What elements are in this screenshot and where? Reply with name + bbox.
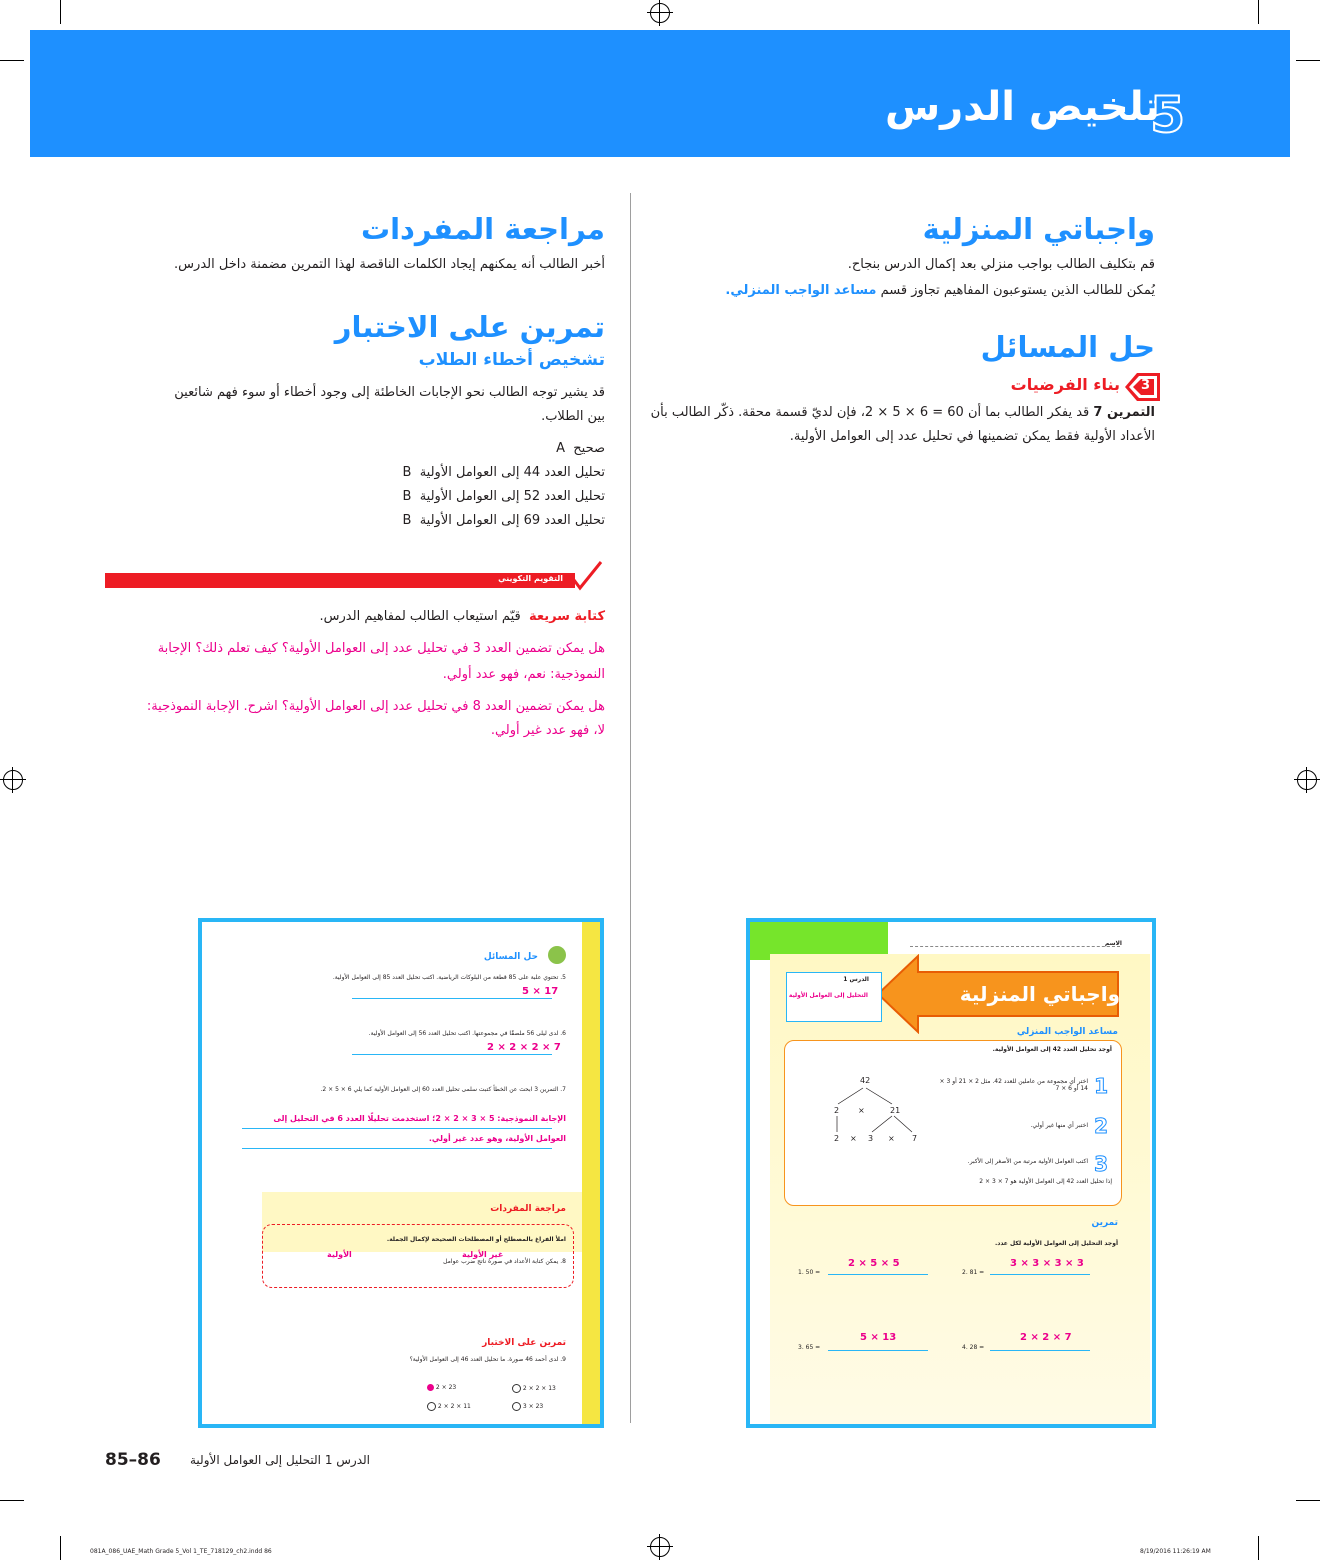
banner-title: تلخيص الدرس [884,84,1160,130]
thumb-step-3: اكتب العوامل الأولية مرتبة من الأصغر إلى الأكبر. [967,1158,1088,1165]
thumb-q9: 9. لدى أحمد 46 صورة. ما تحليل العدد 46 إلى العوامل الأولية؟ [409,1356,566,1363]
crop-mark [60,1536,61,1560]
answer-option-a: A صحيح [556,441,605,456]
registration-mark-icon [650,3,670,23]
thumb-q8: 8. يمكن كتابة الأعداد في صورة ناتج ضرب عوامل [443,1258,566,1265]
thumb-problem-2-answer: 3 × 3 × 3 × 3 [1010,1258,1084,1269]
thumb-q6: 6. لدى ليلى 56 ملصقًا في مجموعتها. اكتب تحليل العدد 56 إلى العوامل الأولية. [368,1030,566,1037]
tree-2a: 2 [834,1106,840,1115]
thumb-problem-3: 3. 65 = [798,1344,821,1351]
homework-line-1: قم بتكليف الطالب بواجب منزلي بعد إكمال الدرس بنجاح. [847,257,1155,272]
badge-label: بناء الفرضيات [1010,375,1120,394]
thumb-helper-heading: مساعد الواجب المنزلي [1016,1027,1118,1037]
registration-mark-icon [650,1537,670,1557]
thumb-q8-answer-a: غير الأولية [462,1250,504,1259]
homework-helper-link: مساعد الواجب المنزلي. [725,283,877,298]
tree-42: 42 [860,1076,871,1085]
crop-mark [0,1500,24,1501]
checkmark-icon [568,558,604,594]
footer-file: 081A_086_UAE_Math Grade 5_Vol 1_TE_718129_ch2.indd 86 [90,1548,272,1555]
thumb-vocab-prompt: املأ الفراغ بالمصطلح أو المصطلحات الصحيحة لإكمال الجملة. [386,1236,566,1243]
thumb-problem-1: 1. 50 = [798,1269,821,1276]
thumb-problem-1-answer: 2 × 5 × 5 [848,1258,900,1269]
thumb-solve-heading: حل المسائل [483,952,538,962]
thumb-practice-prompt: أوجد التحليل إلى العوامل الأولية لكل عدد. [994,1240,1118,1247]
tree-21: 21 [890,1106,901,1115]
column-divider [630,193,631,1423]
quick-check-line: كتابة سريعة قيّم استيعاب الطالب لمفاهيم الدرس. [319,609,605,624]
thumb-q5: 5. تحتوي علبة على 85 قطعة من البلوكات الرياضية. اكتب تحليل العدد 85 إلى العوامل الأولية. [332,974,566,981]
thumb-step-2: اختبر أي منها غير أولي. [1030,1122,1088,1129]
question-1-answer: النموذجية: نعم، فهو عدد أولي. [442,667,605,682]
thumb-vocab-heading: مراجعة المفردات [490,1204,566,1214]
crop-mark [1258,1536,1259,1560]
registration-mark-icon [1297,770,1317,790]
tree-3: 3 [868,1134,874,1143]
thumb-problem-4: 4. 28 = [962,1344,985,1351]
thumb-lesson-label: الدرس 1 [843,976,869,983]
thumb-step-3-number: 3 [1094,1152,1108,1176]
thumb-helper-prompt: أوجد تحليل العدد 42 إلى العوامل الأولية. [992,1046,1112,1053]
answer-option-b2: B تحليل العدد 52 إلى العوامل الأولية [402,489,605,504]
crop-mark [1258,0,1259,24]
footer-lesson: الدرس 1 التحليل إلى العوامل الأولية [190,1453,370,1467]
thumb-choice-b: 2 × 2 × 11 [427,1402,471,1411]
thumb-problem-4-answer: 2 × 2 × 7 [1020,1332,1072,1343]
thumb-q7-answer-1: الإجابة النموذجية: 5 × 3 × 2 × 2؛ استخدمت تحليلًا العدد 6 في التحليل إلى [273,1114,566,1123]
thumb-vocab-box [262,1224,574,1288]
thumb-q5-answer: 5 × 17 [522,986,559,997]
globe-icon [548,946,566,964]
thumb-problem-2: 2. 81 = [962,1269,985,1276]
factor-tree-lines [830,1084,920,1134]
vocab-review-text: أخبر الطالب أنه يمكنهم إيجاد الكلمات الناقصة لهذا التمرين مضمنة داخل الدرس. [174,257,605,272]
crop-mark [0,60,24,61]
homework-heading: واجباتي المنزلية [922,212,1155,246]
thumb-q7: 7. التمرين 3 ابحث عن الخطأ كتبت سلمى تحليل العدد 60 إلى العوامل الأولية كما يلي 6 × 5 × 2. [320,1086,566,1093]
thumb-step-1: اختر أي مجموعة من عاملين للعدد 42. مثل 2 × 21 أو 3 × 14 أو 6 × 7 [939,1078,1088,1092]
footer-pages: 85–86 [105,1450,161,1470]
thumb-step-result: إذا تحليل العدد 42 إلى العوامل الأولية هو 7 × 3 × 2 [979,1178,1112,1185]
homework-line-2: يُمكن للطالب الذين يستوعبون المفاهيم تجاوز قسم مساعد الواجب المنزلي. [725,283,1155,298]
thumb-test-heading: تمرين على الاختبار [482,1338,566,1348]
diagnose-errors-heading: تشخيص أخطاء الطلاب [418,350,605,370]
registration-mark-icon [3,770,23,790]
crop-mark [1296,60,1320,61]
exercise-note-line-2: الأعداد الأولية فقط يمكن تضمينها في تحليل عدد إلى العوامل الأولية. [789,429,1155,444]
thumb-q7-answer-2: العوامل الأولية، وهو عدد غير أولي. [428,1134,566,1143]
thumb-q6-answer: 2 × 2 × 2 × 7 [487,1042,561,1053]
thumb-lesson-sub: التحليل إلى العوامل الأولية [788,992,868,999]
quick-check-label: كتابة سريعة [528,609,605,624]
diagnose-text-1: قد يشير توجه الطالب نحو الإجابات الخاطئة إلى وجود أخطاء أو سوء فهم شائعين [174,385,605,400]
student-page-thumbnail-right: الاسم واجباتي المنزلية الدرس 1 التحليل إلى العوامل الأولية مساعد الواجب المنزلي أوجد تحليل العدد 42 إلى العوامل الأولية. 1 اختر أي مجموعة من عاملين للعدد 42. مثل 2 × 21 أو 3 × 14 أو 6 × 7 2 اختبر أي منها غير أولي. 3 اكتب العوامل الأولية مرتبة من الأصغر إلى الأكبر. إذا تحليل العدد 42 إلى العوامل الأولية هو 7 × 3 × 2 42 2 × 21 2 × 3 × 7 تمرين أوجد التحليل إلى العوامل الأولية لكل عدد. 1. 50 = 2 × 5 × 5 2. 81 = 3 × 3 × 3 × 3 3. 65 = 5 × 13 4. 28 = 2 × 2 × 7 [746,918,1156,1428]
answer-option-b1: B تحليل العدد 44 إلى العوامل الأولية [402,465,605,480]
thumb-choice-d: 3 × 23 [512,1402,543,1411]
crop-mark [60,0,61,24]
thumb-step-1-number: 1 [1094,1074,1108,1098]
question-2-answer: لا، فهو عدد غير أولي. [490,723,605,738]
thumb-problem-3-answer: 5 × 13 [860,1332,897,1343]
formative-bar-label: التقويم التكويني [498,574,563,583]
banner-number: 5 [1150,86,1185,144]
problem-solving-heading: حل المسائل [980,330,1155,364]
thumb-side-strip [582,922,600,1424]
tree-2b: 2 [834,1134,840,1143]
tree-7: 7 [912,1134,918,1143]
thumb-title: واجباتي المنزلية [959,982,1120,1006]
question-1: هل يمكن تضمين العدد 3 في تحليل عدد إلى العوامل الأولية؟ كيف تعلم ذلك؟ الإجابة [157,641,605,656]
crop-mark [1296,1500,1320,1501]
thumb-practice-heading: تمرين [1091,1218,1118,1228]
exercise-note-line-1: التمرين 7 قد يفكر الطالب بما أن 60 = 6 × 5 × 2، فإن لديّ قسمة محقة. ذكّر الطالب بأن [650,405,1155,420]
thumb-step-2-number: 2 [1094,1114,1108,1138]
badge-number: 3 [1141,378,1151,393]
answer-option-b3: B تحليل العدد 69 إلى العوامل الأولية [402,513,605,528]
thumb-choice-a: 2 × 23 [427,1384,456,1391]
practice-badge [1125,373,1160,401]
footer-timestamp: 8/19/2016 11:26:19 AM [1140,1548,1211,1555]
thumb-name-label: الاسم [1104,940,1122,947]
exercise-label: التمرين 7 [1093,405,1155,420]
thumb-q8-answer-b: الأولية [327,1250,352,1259]
thumb-choice-c: 2 × 2 × 13 [512,1384,556,1393]
question-2: هل يمكن تضمين العدد 8 في تحليل عدد إلى العوامل الأولية؟ اشرح. الإجابة النموذجية: [146,699,605,714]
test-practice-heading: تمرين على الاختبار [334,310,605,344]
vocab-review-heading: مراجعة المفردات [360,212,605,246]
student-page-thumbnail-left [198,918,604,1428]
diagnose-text-2: بين الطلاب. [541,409,605,424]
